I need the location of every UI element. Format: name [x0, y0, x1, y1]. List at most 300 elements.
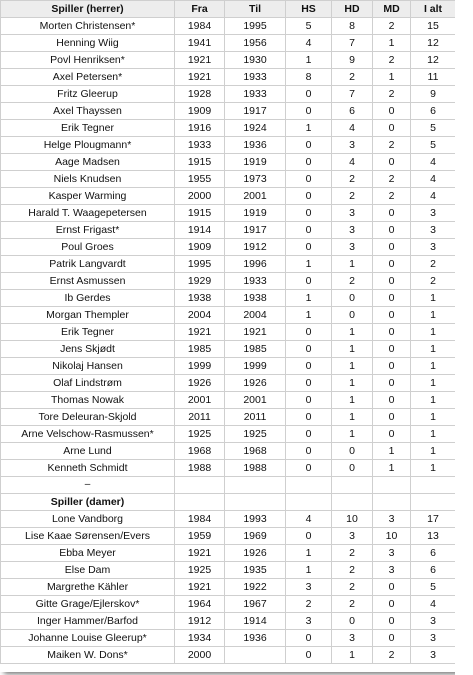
from-year: 2004 [175, 307, 225, 324]
md-count: 1 [373, 443, 411, 460]
from-year: 1926 [175, 375, 225, 392]
table-row [1, 188, 456, 205]
to-year: 1969 [225, 528, 286, 545]
torn-edge-margin [455, 0, 473, 675]
empty-cell [373, 494, 411, 511]
player-name: Arne Lund [1, 443, 175, 460]
player-name: Nikolaj Hansen [1, 358, 175, 375]
player-name: Olaf Lindstrøm [1, 375, 175, 392]
table-row [1, 52, 456, 69]
header-total: I alt [411, 1, 456, 18]
hd-count: 3 [332, 137, 373, 154]
hd-count: 1 [332, 375, 373, 392]
total-count: 1 [411, 307, 456, 324]
player-name: Johanne Louise Gleerup* [1, 630, 175, 647]
player-name: Morten Christensen* [1, 18, 175, 35]
to-year: 1914 [225, 613, 286, 630]
total-count: 9 [411, 86, 456, 103]
from-year: 1955 [175, 171, 225, 188]
hd-count: 2 [332, 69, 373, 86]
to-year: 1938 [225, 290, 286, 307]
player-name: Patrik Langvardt [1, 256, 175, 273]
hd-count: 0 [332, 290, 373, 307]
to-year: 1917 [225, 103, 286, 120]
table-row [1, 647, 456, 664]
empty-cell [286, 494, 332, 511]
hd-count: 0 [332, 443, 373, 460]
hd-count: 1 [332, 341, 373, 358]
md-count: 2 [373, 86, 411, 103]
header-hd: HD [332, 1, 373, 18]
total-count: 1 [411, 426, 456, 443]
separator-dash: – [1, 477, 175, 494]
empty-cell [373, 477, 411, 494]
hs-count: 0 [286, 324, 332, 341]
total-count: 2 [411, 256, 456, 273]
md-count: 0 [373, 426, 411, 443]
hd-count: 3 [332, 630, 373, 647]
to-year: 1926 [225, 545, 286, 562]
player-name: Harald T. Waagepetersen [1, 205, 175, 222]
md-count: 1 [373, 35, 411, 52]
table-row [1, 239, 456, 256]
from-year: 1912 [175, 613, 225, 630]
from-year: 1914 [175, 222, 225, 239]
player-name: Henning Wiig [1, 35, 175, 52]
player-name: Inger Hammer/Barfod [1, 613, 175, 630]
from-year: 1929 [175, 273, 225, 290]
hs-count: 1 [286, 307, 332, 324]
to-year: 1933 [225, 86, 286, 103]
player-name: Jens Skjødt [1, 341, 175, 358]
md-count: 0 [373, 239, 411, 256]
md-count: 0 [373, 103, 411, 120]
table-row [1, 613, 456, 630]
from-year: 1959 [175, 528, 225, 545]
hd-count: 1 [332, 358, 373, 375]
table-row [1, 35, 456, 52]
hd-count: 2 [332, 562, 373, 579]
player-name: Erik Tegner [1, 120, 175, 137]
total-count: 1 [411, 375, 456, 392]
to-year: 1917 [225, 222, 286, 239]
hd-count: 2 [332, 273, 373, 290]
hd-count: 10 [332, 511, 373, 528]
table-row [1, 154, 456, 171]
to-year: 1936 [225, 630, 286, 647]
empty-cell [225, 494, 286, 511]
empty-cell [411, 477, 456, 494]
md-count: 0 [373, 358, 411, 375]
from-year: 1934 [175, 630, 225, 647]
empty-cell [175, 494, 225, 511]
md-count: 0 [373, 256, 411, 273]
total-count: 6 [411, 545, 456, 562]
total-count: 1 [411, 443, 456, 460]
player-name: Ib Gerdes [1, 290, 175, 307]
hd-count: 4 [332, 120, 373, 137]
from-year: 1921 [175, 69, 225, 86]
md-count: 3 [373, 511, 411, 528]
hs-count: 0 [286, 86, 332, 103]
empty-cell [411, 494, 456, 511]
total-count: 3 [411, 613, 456, 630]
from-year: 2000 [175, 647, 225, 664]
hs-count: 0 [286, 205, 332, 222]
total-count: 3 [411, 222, 456, 239]
table-row [1, 579, 456, 596]
hs-count: 0 [286, 103, 332, 120]
to-year: 1922 [225, 579, 286, 596]
hd-count: 3 [332, 205, 373, 222]
to-year: 1985 [225, 341, 286, 358]
hs-count: 0 [286, 375, 332, 392]
total-count: 17 [411, 511, 456, 528]
to-year: 1956 [225, 35, 286, 52]
from-year: 1925 [175, 562, 225, 579]
hs-count: 0 [286, 630, 332, 647]
total-count: 1 [411, 392, 456, 409]
hs-count: 1 [286, 52, 332, 69]
empty-cell [332, 477, 373, 494]
total-count: 5 [411, 120, 456, 137]
from-year: 1909 [175, 103, 225, 120]
table-row [1, 120, 456, 137]
table-row [1, 443, 456, 460]
md-count: 0 [373, 222, 411, 239]
hd-count: 1 [332, 324, 373, 341]
md-count: 0 [373, 613, 411, 630]
to-year: 1967 [225, 596, 286, 613]
from-year: 1985 [175, 341, 225, 358]
to-year: 1936 [225, 137, 286, 154]
player-name: Povl Henriksen* [1, 52, 175, 69]
to-year: 1935 [225, 562, 286, 579]
total-count: 5 [411, 137, 456, 154]
hs-count: 1 [286, 290, 332, 307]
to-year: 2001 [225, 188, 286, 205]
header-md: MD [373, 1, 411, 18]
hs-count: 3 [286, 613, 332, 630]
table-row [1, 528, 456, 545]
total-count: 4 [411, 596, 456, 613]
hs-count: 3 [286, 579, 332, 596]
to-year: 1921 [225, 324, 286, 341]
hd-count: 2 [332, 579, 373, 596]
hd-count: 7 [332, 86, 373, 103]
to-year: 1973 [225, 171, 286, 188]
to-year: 2011 [225, 409, 286, 426]
hs-count: 0 [286, 171, 332, 188]
from-year: 1921 [175, 545, 225, 562]
from-year: 1921 [175, 324, 225, 341]
hs-count: 2 [286, 596, 332, 613]
from-year: 2001 [175, 392, 225, 409]
hs-count: 0 [286, 528, 332, 545]
hd-count: 1 [332, 647, 373, 664]
section-header-women-row [1, 494, 456, 511]
table-row [1, 596, 456, 613]
md-count: 2 [373, 171, 411, 188]
hs-count: 0 [286, 460, 332, 477]
empty-cell [286, 477, 332, 494]
player-name: Ebba Meyer [1, 545, 175, 562]
md-count: 2 [373, 647, 411, 664]
table-row [1, 86, 456, 103]
total-count: 1 [411, 290, 456, 307]
hd-count: 2 [332, 188, 373, 205]
md-count: 0 [373, 324, 411, 341]
table-row [1, 358, 456, 375]
total-count: 1 [411, 324, 456, 341]
table-row [1, 307, 456, 324]
to-year: 1924 [225, 120, 286, 137]
total-count: 1 [411, 358, 456, 375]
hs-count: 0 [286, 273, 332, 290]
hs-count: 1 [286, 120, 332, 137]
table-row [1, 256, 456, 273]
player-name: Axel Thayssen [1, 103, 175, 120]
table-row [1, 273, 456, 290]
total-count: 5 [411, 579, 456, 596]
md-count: 3 [373, 562, 411, 579]
from-year: 1984 [175, 18, 225, 35]
from-year: 2000 [175, 188, 225, 205]
hs-count: 0 [286, 222, 332, 239]
player-name: Erik Tegner [1, 324, 175, 341]
hd-count: 6 [332, 103, 373, 120]
from-year: 1999 [175, 358, 225, 375]
hs-count: 0 [286, 154, 332, 171]
section-header-women: Spiller (damer) [1, 494, 175, 511]
hd-count: 0 [332, 460, 373, 477]
to-year [225, 647, 286, 664]
separator-dash-row [1, 477, 456, 494]
to-year: 1933 [225, 273, 286, 290]
hd-count: 2 [332, 596, 373, 613]
hd-count: 1 [332, 256, 373, 273]
to-year: 1925 [225, 426, 286, 443]
md-count: 2 [373, 18, 411, 35]
table-row [1, 290, 456, 307]
header-hs: HS [286, 1, 332, 18]
player-name: Arne Velschow-Rasmussen* [1, 426, 175, 443]
total-count: 15 [411, 18, 456, 35]
md-count: 2 [373, 137, 411, 154]
md-count: 0 [373, 154, 411, 171]
to-year: 1926 [225, 375, 286, 392]
player-name: Poul Groes [1, 239, 175, 256]
total-count: 1 [411, 460, 456, 477]
player-name: Kenneth Schmidt [1, 460, 175, 477]
player-name: Fritz Gleerup [1, 86, 175, 103]
table-row [1, 205, 456, 222]
hd-count: 3 [332, 239, 373, 256]
table-row [1, 171, 456, 188]
table-row [1, 511, 456, 528]
to-year: 1999 [225, 358, 286, 375]
hs-count: 0 [286, 358, 332, 375]
total-count: 12 [411, 35, 456, 52]
player-name: Kasper Warming [1, 188, 175, 205]
to-year: 1968 [225, 443, 286, 460]
hd-count: 2 [332, 545, 373, 562]
total-count: 4 [411, 154, 456, 171]
from-year: 2011 [175, 409, 225, 426]
table-row [1, 392, 456, 409]
md-count: 0 [373, 579, 411, 596]
to-year: 2001 [225, 392, 286, 409]
player-name: Lone Vandborg [1, 511, 175, 528]
table-row [1, 409, 456, 426]
hd-count: 1 [332, 392, 373, 409]
total-count: 6 [411, 562, 456, 579]
md-count: 2 [373, 188, 411, 205]
hs-count: 4 [286, 35, 332, 52]
md-count: 0 [373, 375, 411, 392]
to-year: 1996 [225, 256, 286, 273]
from-year: 1995 [175, 256, 225, 273]
hs-count: 0 [286, 443, 332, 460]
md-count: 1 [373, 69, 411, 86]
player-name: Margrethe Kähler [1, 579, 175, 596]
hd-count: 0 [332, 307, 373, 324]
md-count: 2 [373, 52, 411, 69]
hs-count: 1 [286, 562, 332, 579]
total-count: 3 [411, 239, 456, 256]
hs-count: 5 [286, 18, 332, 35]
player-name: Else Dam [1, 562, 175, 579]
hd-count: 9 [332, 52, 373, 69]
from-year: 1909 [175, 239, 225, 256]
player-name: Aage Madsen [1, 154, 175, 171]
hd-count: 1 [332, 426, 373, 443]
to-year: 1933 [225, 69, 286, 86]
player-name: Lise Kaae Sørensen/Evers [1, 528, 175, 545]
hs-count: 1 [286, 256, 332, 273]
to-year: 1919 [225, 205, 286, 222]
from-year: 1921 [175, 579, 225, 596]
md-count: 0 [373, 205, 411, 222]
from-year: 1984 [175, 511, 225, 528]
md-count: 0 [373, 596, 411, 613]
total-count: 3 [411, 205, 456, 222]
player-name: Thomas Nowak [1, 392, 175, 409]
header-player: Spiller (herrer) [1, 1, 175, 18]
total-count: 4 [411, 171, 456, 188]
md-count: 0 [373, 307, 411, 324]
table-row [1, 375, 456, 392]
to-year: 1912 [225, 239, 286, 256]
hs-count: 8 [286, 69, 332, 86]
total-count: 12 [411, 52, 456, 69]
total-count: 13 [411, 528, 456, 545]
from-year: 1964 [175, 596, 225, 613]
total-count: 6 [411, 103, 456, 120]
md-count: 10 [373, 528, 411, 545]
hs-count: 0 [286, 341, 332, 358]
hd-count: 2 [332, 171, 373, 188]
hs-count: 0 [286, 426, 332, 443]
header-from: Fra [175, 1, 225, 18]
table-row [1, 460, 456, 477]
player-name: Tore Deleuran-Skjold [1, 409, 175, 426]
from-year: 1915 [175, 205, 225, 222]
md-count: 0 [373, 273, 411, 290]
hs-count: 1 [286, 545, 332, 562]
table-body [1, 1, 456, 664]
md-count: 1 [373, 460, 411, 477]
player-name: Morgan Thempler [1, 307, 175, 324]
md-count: 0 [373, 120, 411, 137]
from-year: 1988 [175, 460, 225, 477]
from-year: 1915 [175, 154, 225, 171]
from-year: 1921 [175, 52, 225, 69]
player-name: Helge Plougmann* [1, 137, 175, 154]
table-row [1, 137, 456, 154]
hs-count: 0 [286, 137, 332, 154]
table-row [1, 103, 456, 120]
hs-count: 0 [286, 409, 332, 426]
hs-count: 0 [286, 392, 332, 409]
md-count: 0 [373, 630, 411, 647]
to-year: 2004 [225, 307, 286, 324]
player-name: Ernst Frigast* [1, 222, 175, 239]
table-row [1, 426, 456, 443]
player-name: Maiken W. Dons* [1, 647, 175, 664]
table-row [1, 630, 456, 647]
empty-cell [175, 477, 225, 494]
header-row [1, 1, 456, 18]
hs-count: 0 [286, 239, 332, 256]
total-count: 1 [411, 341, 456, 358]
total-count: 3 [411, 630, 456, 647]
to-year: 1919 [225, 154, 286, 171]
md-count: 0 [373, 392, 411, 409]
hd-count: 1 [332, 409, 373, 426]
hd-count: 7 [332, 35, 373, 52]
hd-count: 0 [332, 613, 373, 630]
hd-count: 3 [332, 528, 373, 545]
hs-count: 0 [286, 188, 332, 205]
to-year: 1930 [225, 52, 286, 69]
hd-count: 3 [332, 222, 373, 239]
from-year: 1928 [175, 86, 225, 103]
player-name: Gitte Grage/Ejlerskov* [1, 596, 175, 613]
total-count: 1 [411, 409, 456, 426]
total-count: 11 [411, 69, 456, 86]
md-count: 0 [373, 341, 411, 358]
md-count: 0 [373, 409, 411, 426]
empty-cell [225, 477, 286, 494]
player-name: Axel Petersen* [1, 69, 175, 86]
table-row [1, 545, 456, 562]
to-year: 1995 [225, 18, 286, 35]
from-year: 1941 [175, 35, 225, 52]
table-row [1, 562, 456, 579]
to-year: 1988 [225, 460, 286, 477]
total-count: 4 [411, 188, 456, 205]
md-count: 0 [373, 290, 411, 307]
md-count: 3 [373, 545, 411, 562]
table-row [1, 18, 456, 35]
from-year: 1916 [175, 120, 225, 137]
hd-count: 4 [332, 154, 373, 171]
hs-count: 0 [286, 647, 332, 664]
total-count: 3 [411, 647, 456, 664]
table-row [1, 69, 456, 86]
total-count: 2 [411, 273, 456, 290]
